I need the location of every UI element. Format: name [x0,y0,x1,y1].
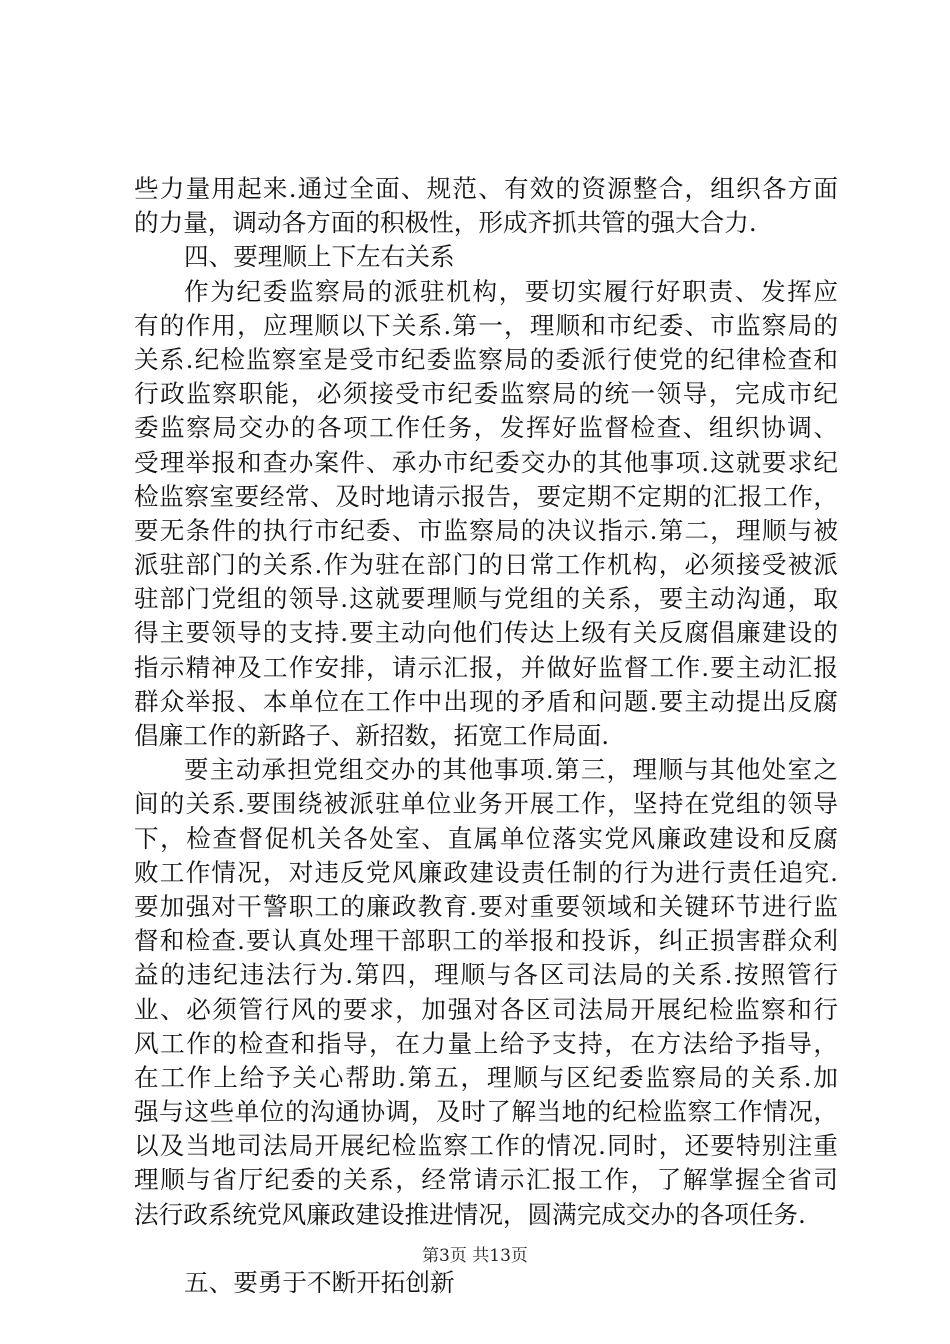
text-line: 理顺与省厅纪委的关系，经常请示汇报工作，了解掌握全省司 [134,1165,838,1195]
text-line: 的力量，调动各方面的积极性，形成齐抓共管的强大合力. [134,208,757,238]
section-heading: 四、要理顺上下左右关系 [184,242,455,272]
text-line: 在工作上给予关心帮助.第五，理顺与区纪委监察局的关系.加 [134,1062,838,1092]
text-line: 业、必须管行风的要求，加强对各区司法局开展纪检监察和行 [134,994,838,1024]
text-line: 驻部门党组的领导.这就要理顺与党组的关系，要主动沟通，取 [134,584,838,614]
text-line: 受理举报和查办案件、承办市纪委交办的其他事项.这就要求纪 [134,447,838,477]
text-line: 行政监察职能，必须接受市纪委监察局的统一领导，完成市纪 [134,379,838,409]
text-line: 得主要领导的支持.要主动向他们传达上级有关反腐倡廉建设的 [134,618,838,648]
text-line: 有的作用，应理顺以下关系.第一，理顺和市纪委、市监察局的 [134,310,838,340]
text-line: 益的违纪违法行为.第四，理顺与各区司法局的关系.按照管行 [134,960,838,990]
text-line: 间的关系.要围绕被派驻单位业务开展工作，坚持在党组的领导 [134,789,838,819]
text-line: 要无条件的执行市纪委、市监察局的决议指示.第二，理顺与被 [134,515,838,545]
text-line: 风工作的检查和指导，在力量上给予支持，在方法给予指导， [134,1028,838,1058]
text-line: 法行政系统党风廉政建设推进情况，圆满完成交办的各项任务. [134,1199,806,1229]
text-line: 败工作情况，对违反党风廉政建设责任制的行为进行责任追究. [134,857,838,887]
page-footer [0,1241,950,1266]
text-line: 下，检查督促机关各处室、直属单位落实党风廉政建设和反腐 [134,823,838,853]
text-line: 派驻部门的关系.作为驻在部门的日常工作机构，必须接受被派 [134,550,838,580]
section-heading: 五、要勇于不断开拓创新 [184,1267,455,1297]
document-body [134,172,838,1300]
text-line: 作为纪委监察局的派驻机构，要切实履行好职责、发挥应 [184,276,838,306]
text-line: 群众举报、本单位在工作中出现的矛盾和问题.要主动提出反腐 [134,686,838,716]
text-line: 督和检查.要认真处理干部职工的举报和投诉，纠正损害群众利 [134,926,838,956]
page-number: 第3页 共13页 [422,1246,528,1266]
text-line: 些力量用起来.通过全面、规范、有效的资源整合，组织各方面 [134,174,838,203]
text-line: 委监察局交办的各项工作任务，发挥好监督检查、组织协调、 [134,413,838,443]
text-line: 倡廉工作的新路子、新招数，拓宽工作局面. [134,721,610,750]
text-line: 关系.纪检监察室是受市纪委监察局的委派行使党的纪律检查和 [134,344,838,374]
text-line: 以及当地司法局开展纪检监察工作的情况.同时，还要特别注重 [134,1131,838,1161]
text-line: 要主动承担党组交办的其他事项.第三，理顺与其他处室之 [184,755,838,785]
text-line: 强与这些单位的沟通协调，及时了解当地的纪检监察工作情况， [134,1097,838,1127]
text-line: 检监察室要经常、及时地请示报告，要定期不定期的汇报工作， [134,481,838,511]
text-line: 指示精神及工作安排，请示汇报，并做好监督工作.要主动汇报 [134,652,838,682]
text-line: 要加强对干警职工的廉政教育.要对重要领域和关键环节进行监 [134,891,838,921]
